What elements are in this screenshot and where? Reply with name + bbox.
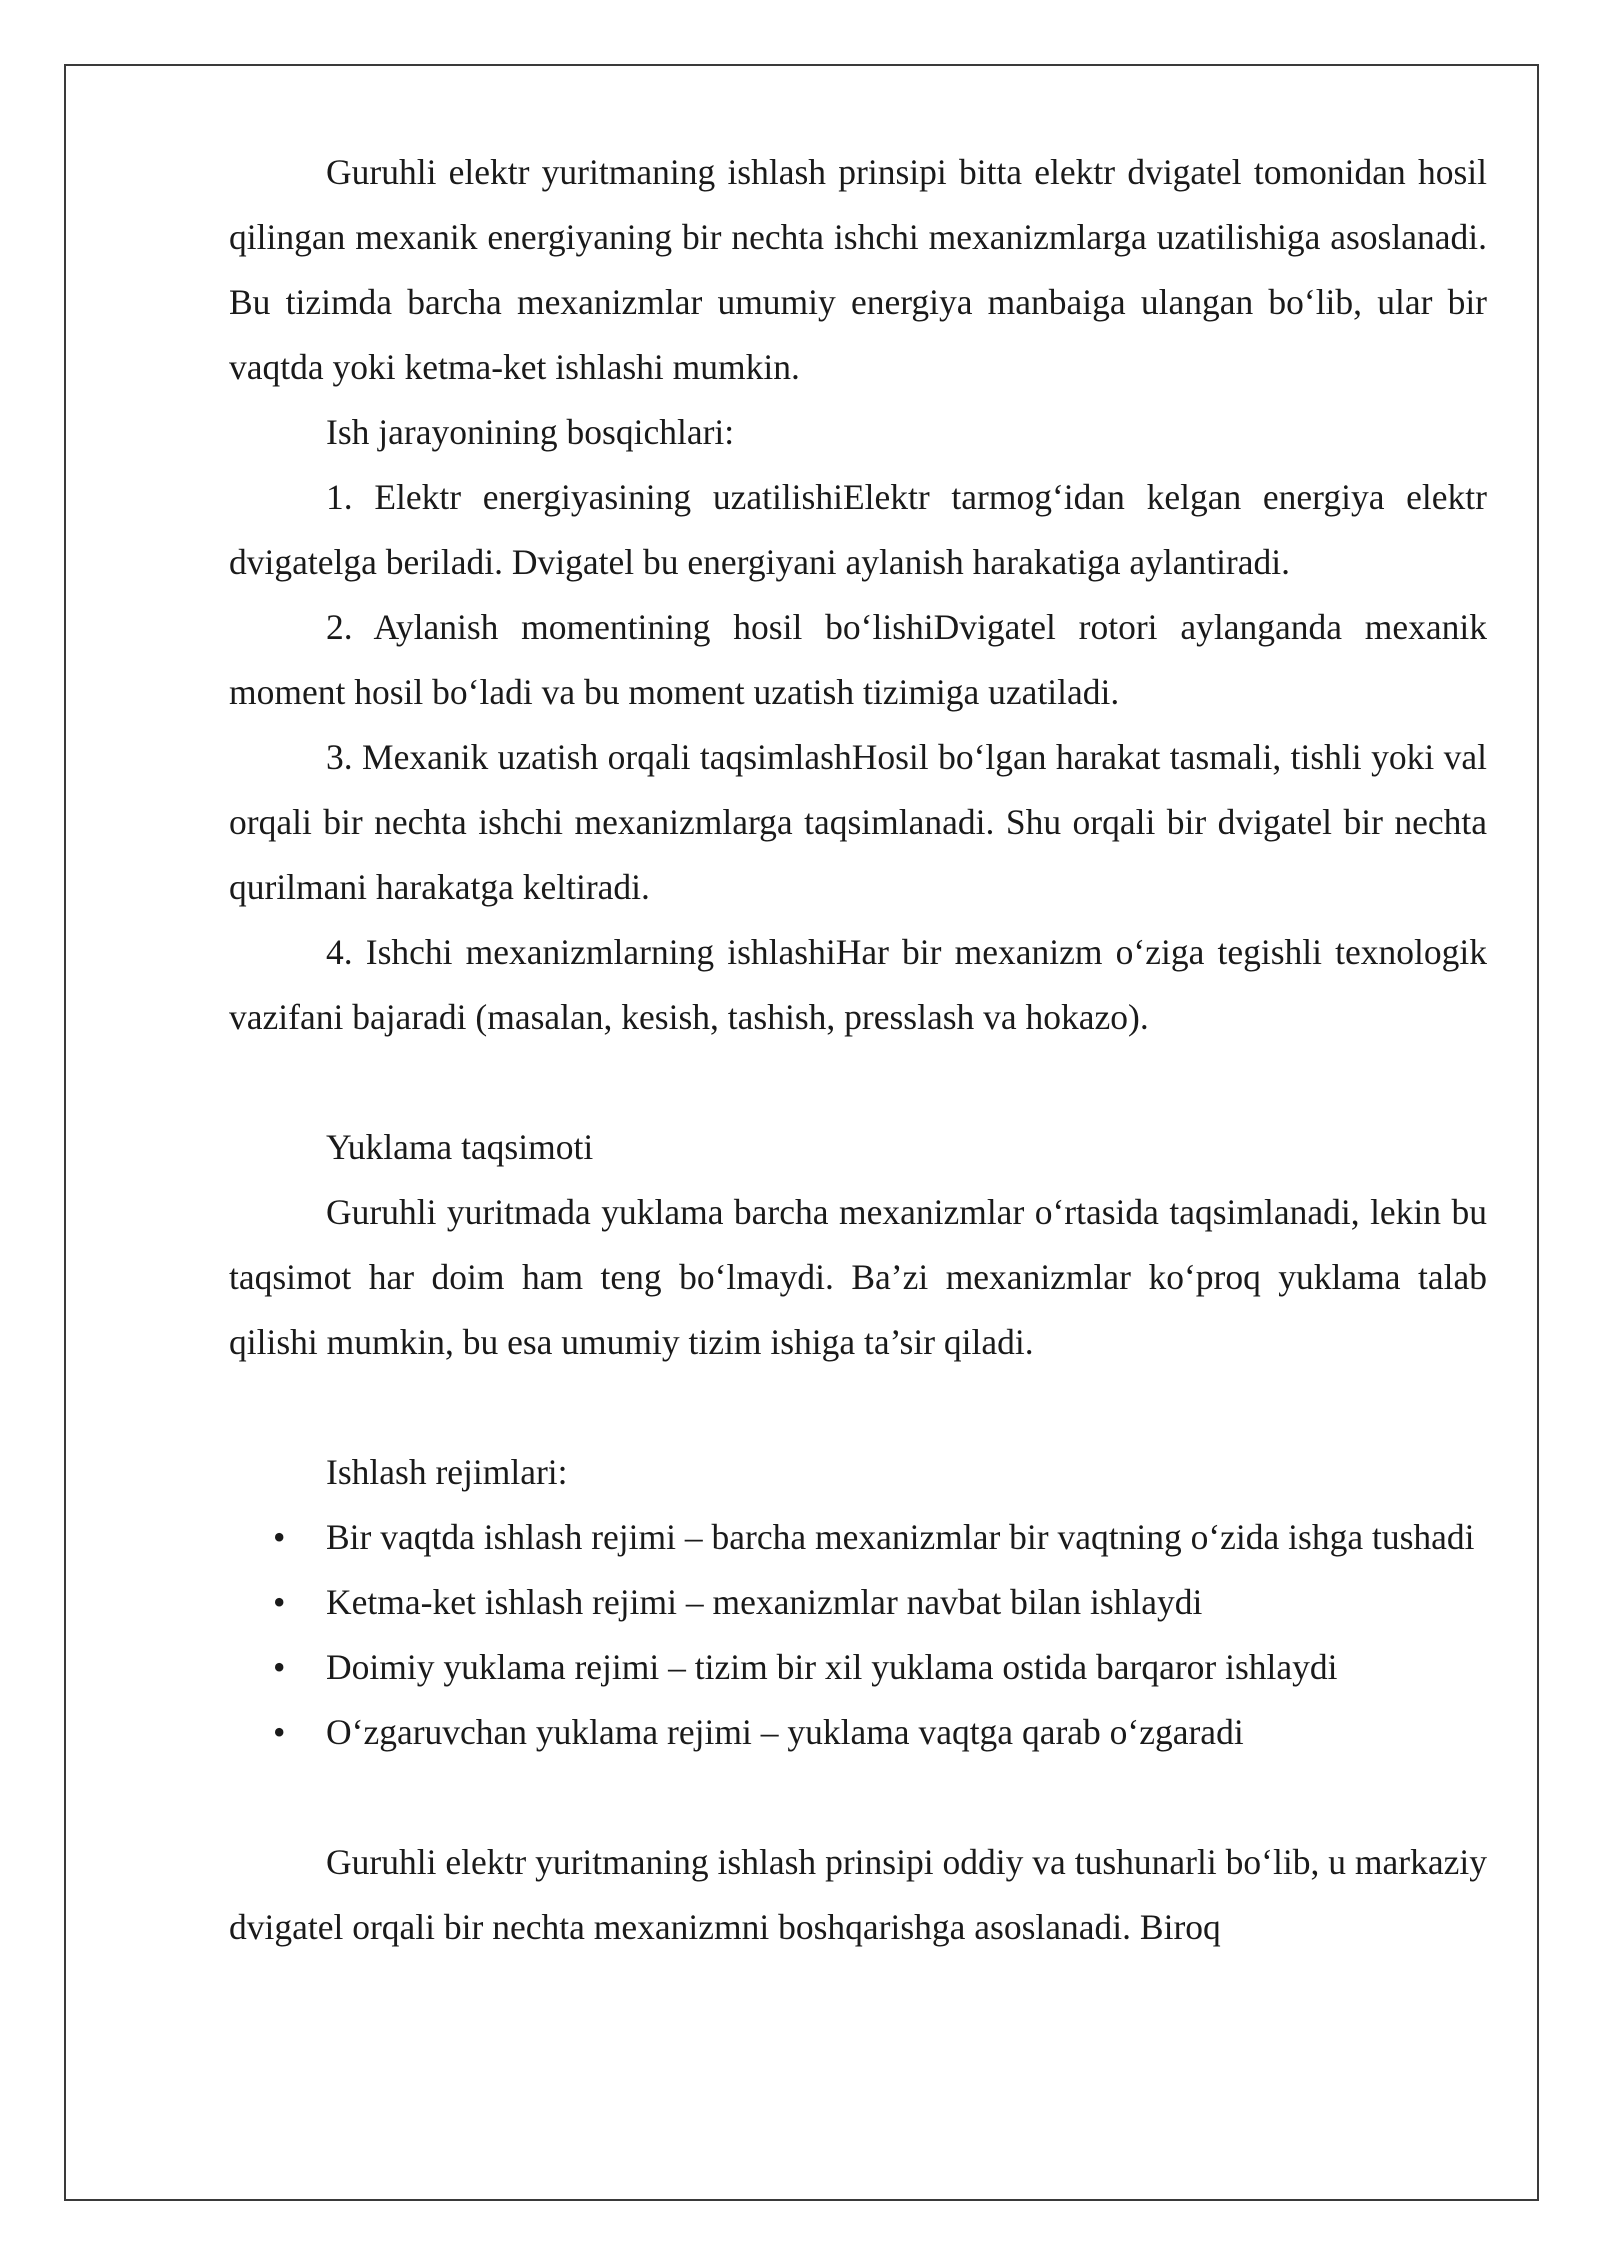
- list-item: [229, 1700, 1487, 1765]
- list-item-text: Bir vaqtda ishlash rejimi – barcha mexanizmlar bir vaqtning o‘zida ishga tushadi: [326, 1517, 1475, 1557]
- stage-item: 3. Mexanik uzatish orqali taqsimlashHosil bo‘lgan harakat tasmali, tishli yoki val orqali bir nechta ishchi mexanizmlarga taqsimlanadi. Shu orqali bir dvigatel bir nechta qurilmani harakatga keltiradi.: [229, 737, 1487, 907]
- stage-item: 2. Aylanish momentining hosil bo‘lishiDvigatel rotori aylanganda mexanik moment hosil bo‘ladi va bu moment uzatish tizimiga uzatiladi.: [229, 607, 1487, 712]
- intro-paragraph: Guruhli elektr yuritmaning ishlash prinsipi bitta elektr dvigatel tomonidan hosil qilingan mexanik energiyaning bir nechta ishchi mexanizmlarga uzatilishiga asoslanadi. Bu tizimda barcha mexanizmlar umumiy energiya manbaiga ulangan bo‘lib, ular bir vaqtda yoki ketma-ket ishlashi mumkin.: [229, 152, 1487, 387]
- list-item: [229, 1635, 1487, 1700]
- load-heading: Yuklama taqsimoti: [326, 1127, 594, 1167]
- modes-list: [229, 1505, 1487, 1765]
- list-item: [229, 1505, 1487, 1570]
- blank-line: [229, 1050, 1487, 1115]
- conclusion-paragraph: Guruhli elektr yuritmaning ishlash prinsipi oddiy va tushunarli bo‘lib, u markaziy dvigatel orqali bir nechta mexanizmni boshqarishga asoslanadi. Biroq: [229, 1842, 1487, 1947]
- list-item: [229, 1570, 1487, 1635]
- bullet-icon: •: [273, 1582, 286, 1622]
- bullet-icon: •: [273, 1517, 286, 1557]
- list-item-text: Doimiy yuklama rejimi – tizim bir xil yuklama ostida barqaror ishlaydi: [326, 1647, 1338, 1687]
- blank-line: [229, 1375, 1487, 1440]
- stage-item: 4. Ishchi mexanizmlarning ishlashiHar bir mexanizm o‘ziga tegishli texnologik vazifani bajaradi (masalan, kesish, tashish, presslash va hokazo).: [229, 932, 1487, 1037]
- list-item-text: O‘zgaruvchan yuklama rejimi – yuklama vaqtga qarab o‘zgaradi: [326, 1712, 1244, 1752]
- bullet-icon: •: [273, 1712, 286, 1752]
- load-paragraph: Guruhli yuritmada yuklama barcha mexanizmlar o‘rtasida taqsimlanadi, lekin bu taqsimot har doim ham teng bo‘lmaydi. Ba’zi mexanizmlar ko‘proq yuklama talab qilishi mumkin, bu esa umumiy tizim ishiga ta’sir qiladi.: [229, 1192, 1487, 1362]
- bullet-icon: •: [273, 1647, 286, 1687]
- stage-item: 1. Elektr energiyasining uzatilishiElektr tarmog‘idan kelgan energiya elektr dvigatelga beriladi. Dvigatel bu energiyani aylanish harakatiga aylantiradi.: [229, 477, 1487, 582]
- document-body: [229, 140, 1487, 1960]
- modes-heading: Ishlash rejimlari:: [326, 1452, 568, 1492]
- blank-line: [229, 1765, 1487, 1830]
- list-item-text: Ketma-ket ishlash rejimi – mexanizmlar navbat bilan ishlaydi: [326, 1582, 1203, 1622]
- stages-heading: Ish jarayonining bosqichlari:: [326, 412, 735, 452]
